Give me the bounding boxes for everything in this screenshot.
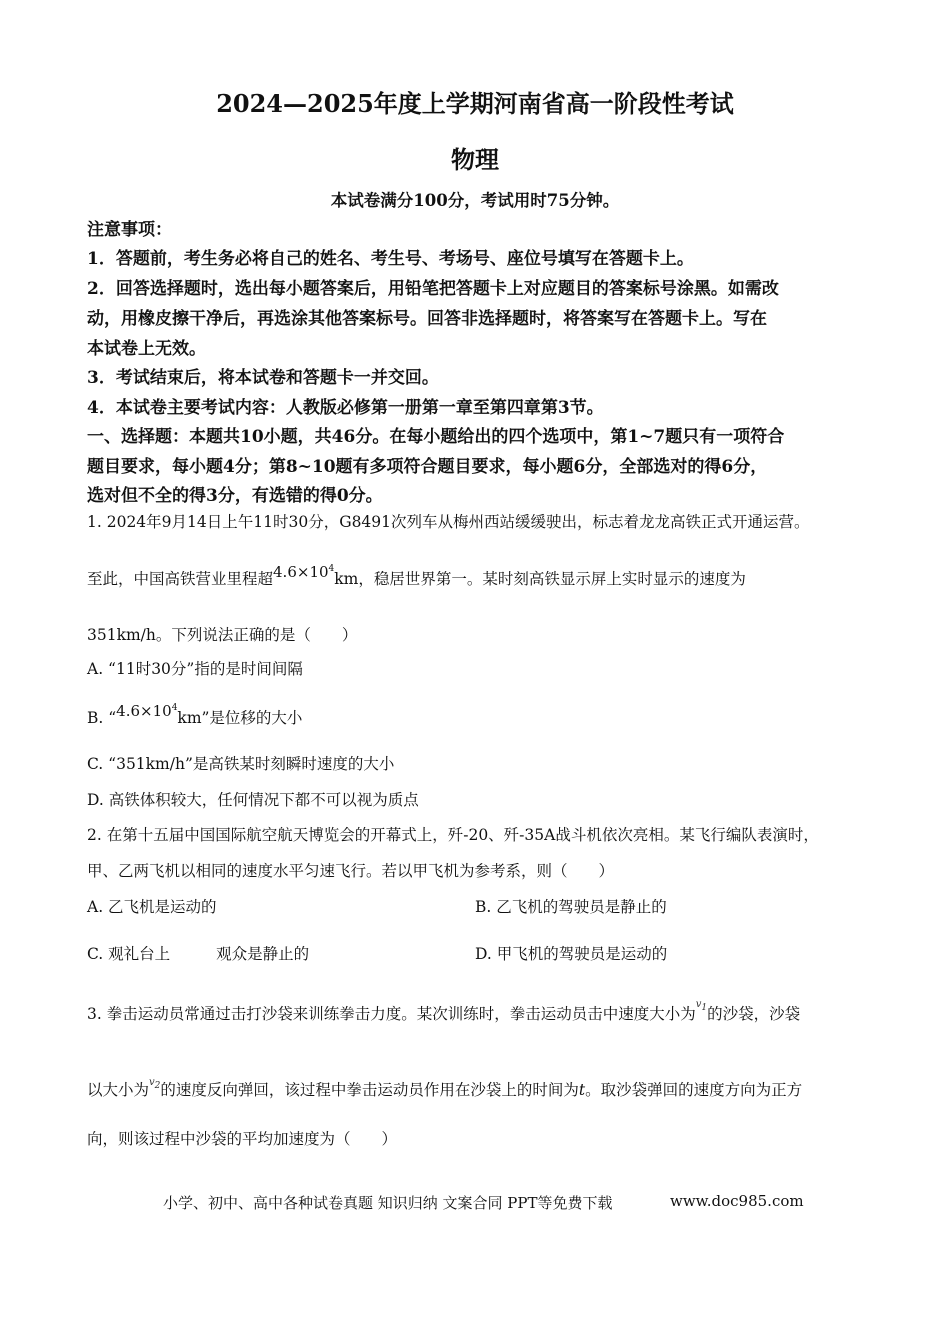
subject-title: 物理 [451,145,499,174]
q1-math-mileage [273,563,334,581]
note-2c: 本试卷上无效。 [87,339,206,359]
q2-optc-part1: C. 观礼台上 [87,945,171,963]
q1-option-d: D. 高铁体积较大，任何情况下都不可以视为质点 [87,791,419,809]
q3-line1-pre: 3. 拳击运动员常通过击打沙袋来训练拳击力度。某次训练时，拳击运动员击中速度大小为 [87,1005,696,1023]
section-1: 一、选择题：本题共10小题，共46分。在每小题给出的四个选项中，第1~7题只有一项符合 [87,427,785,447]
q3-time-symbol: t [578,1081,586,1099]
q1-line2-post: km，稳居世界第一。某时刻高铁显示屏上实时显示的速度为 [334,570,746,588]
q1-optb-post: km”是位移的大小 [177,709,303,727]
q3-stem-line1 [87,999,801,1025]
q1-stem-line1: 1. 2024年9月14日上午11时30分，G8491次列车从梅州西站缓缓驶出，标志着龙龙高铁正式开通运营。 [87,513,810,531]
exam-title: 2024—2025年度上学期河南省高一阶段性考试 [216,89,734,118]
q1-optb-math-base: 4.6×10 [116,702,172,720]
note-3: 3．考试结束后，将本试卷和答题卡一并交回。 [87,368,439,388]
q3-v1 [695,999,708,1013]
q3-line1-post: 的沙袋，沙袋 [707,1005,801,1023]
q2-option-a: A. 乙飞机是运动的 [87,898,217,916]
q1-line2-pre: 至此，中国高铁营业里程超 [87,570,274,588]
q3-line2-post: 。取沙袋弹回的速度方向为正方 [585,1081,803,1099]
q3-stem-line2 [87,1078,802,1101]
note-4: 4．本试卷主要考试内容：人教版必修第一册第一章至第四章第3节。 [87,398,604,418]
q1-optb-pre: B. “ [87,709,117,727]
q2-option-d: D. 甲飞机的驾驶员是运动的 [475,945,668,963]
q2-optc-part2: 观众是静止的 [216,945,310,963]
q1-stem-line2 [87,563,746,589]
q3-v1-sub: 1 [701,1003,708,1013]
note-2b: 动，用橡皮擦干净后，再选涂其他答案标号。回答非选择题时，将答案写在答题卡上。写在 [87,309,767,329]
q1-optb-math-exp: 4 [171,703,178,713]
q1-stem-line3: 351km/h。下列说法正确的是（ ） [87,626,358,644]
footer-text: 小学、初中、高中各种试卷真题 知识归纳 文案合同 PPT等免费下载 [163,1194,613,1212]
notes-heading: 注意事项： [87,220,172,240]
exam-info: 本试卷满分100分，考试用时75分钟。 [330,191,620,210]
section-2: 题目要求，每小题4分；第8~10题有多项符合题目要求，每小题6分，全部选对的得6分， [87,457,768,477]
note-1: 1．答题前，考生务必将自己的姓名、考生号、考场号、座位号填写在答题卡上。 [87,249,694,269]
q2-option-b: B. 乙飞机的驾驶员是静止的 [475,898,667,916]
section-3: 选对但不全的得3分，有选错的得0分。 [87,486,383,506]
q3-v1-letter: v [695,999,702,1010]
q3-v2-sub: 2 [154,1081,161,1091]
q1-math-exp: 4 [328,564,335,574]
q2-option-c [87,942,309,964]
q1-optb-math [116,702,177,720]
footer-url[interactable]: www.doc985.com [670,1192,804,1210]
q2-stem-line2: 甲、乙两飞机以相同的速度水平匀速飞行。若以甲飞机为参考系，则（ ） [87,862,615,880]
q1-option-a: A. “11时30分”指的是时间间隔 [87,660,303,678]
q3-line2-pre: 以大小为 [87,1081,150,1099]
q3-v2-letter: v [149,1077,155,1088]
q3-v2 [149,1077,161,1091]
q3-line2-mid: 的速度反向弹回，该过程中拳击运动员作用在沙袋上的时间为 [160,1081,579,1099]
note-2a: 2．回答选择题时，选出每小题答案后，用铅笔把答题卡上对应题目的答案标号涂黑。如需改 [87,279,779,299]
q1-option-c: C. “351km/h”是高铁某时刻瞬时速度的大小 [87,755,395,773]
q3-stem-line3: 向，则该过程中沙袋的平均加速度为（ ） [87,1130,398,1148]
q1-option-b [87,702,303,728]
q2-stem-line1: 2. 在第十五届中国国际航空航天博览会的开幕式上，歼-20、歼-35A战斗机依次亮相。某飞行编队表演时， [87,826,819,844]
q1-math-base: 4.6×10 [273,563,329,581]
